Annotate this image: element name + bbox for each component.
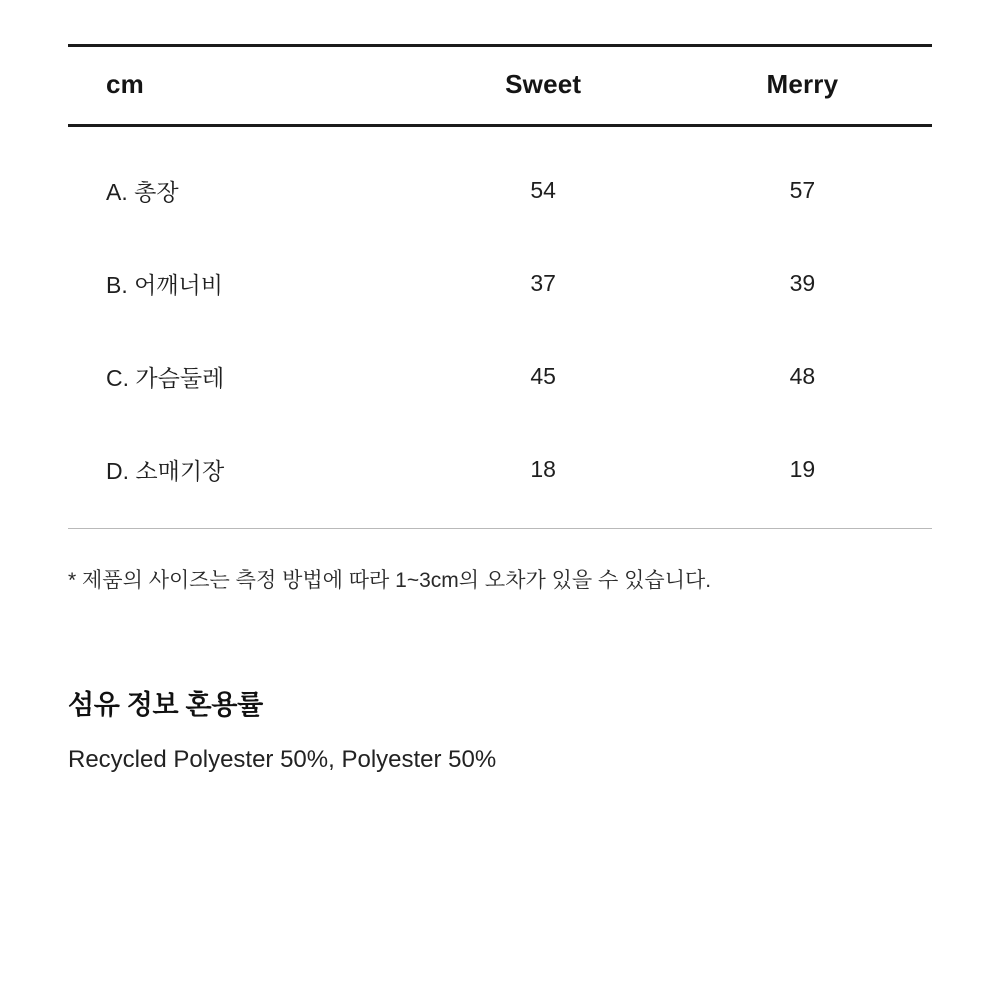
measure-value-merry: 48 [789,363,816,389]
measure-value-merry: 39 [789,270,816,296]
measure-value-sweet: 45 [530,363,556,389]
size-table-head [68,46,932,126]
measure-label: A. 총장 [106,179,179,205]
measure-value-merry: 57 [789,177,816,203]
size-table [68,44,932,529]
measure-value-merry: 19 [789,456,816,482]
table-row [68,237,932,330]
table-row [68,330,932,423]
size-table-header-merry: Merry [766,69,839,99]
fabric-info-title: 섬유 정보 혼용률 [68,689,263,720]
measure-label: D. 소매기장 [106,458,225,484]
measure-label: B. 어깨너비 [106,272,223,298]
size-table-body [68,126,932,529]
size-table-header-row [68,46,932,126]
size-table-header-sweet: Sweet [505,69,582,99]
fabric-composition: Recycled Polyester 50%, Polyester 50% [68,745,497,773]
product-size-info-page [0,44,1000,988]
table-row [68,126,932,238]
size-table-container [68,44,932,529]
table-row [68,423,932,529]
fabric-info-section [68,683,932,774]
measure-value-sweet: 18 [530,456,556,482]
size-tolerance-note: * 제품의 사이즈는 측정 방법에 따라 1~3cm의 오차가 있을 수 있습니다. [68,569,712,592]
size-table-header-unit: cm [106,69,144,99]
measure-label: C. 가슴둘레 [106,365,225,391]
measure-value-sweet: 37 [530,270,556,296]
measure-value-sweet: 54 [530,177,556,203]
